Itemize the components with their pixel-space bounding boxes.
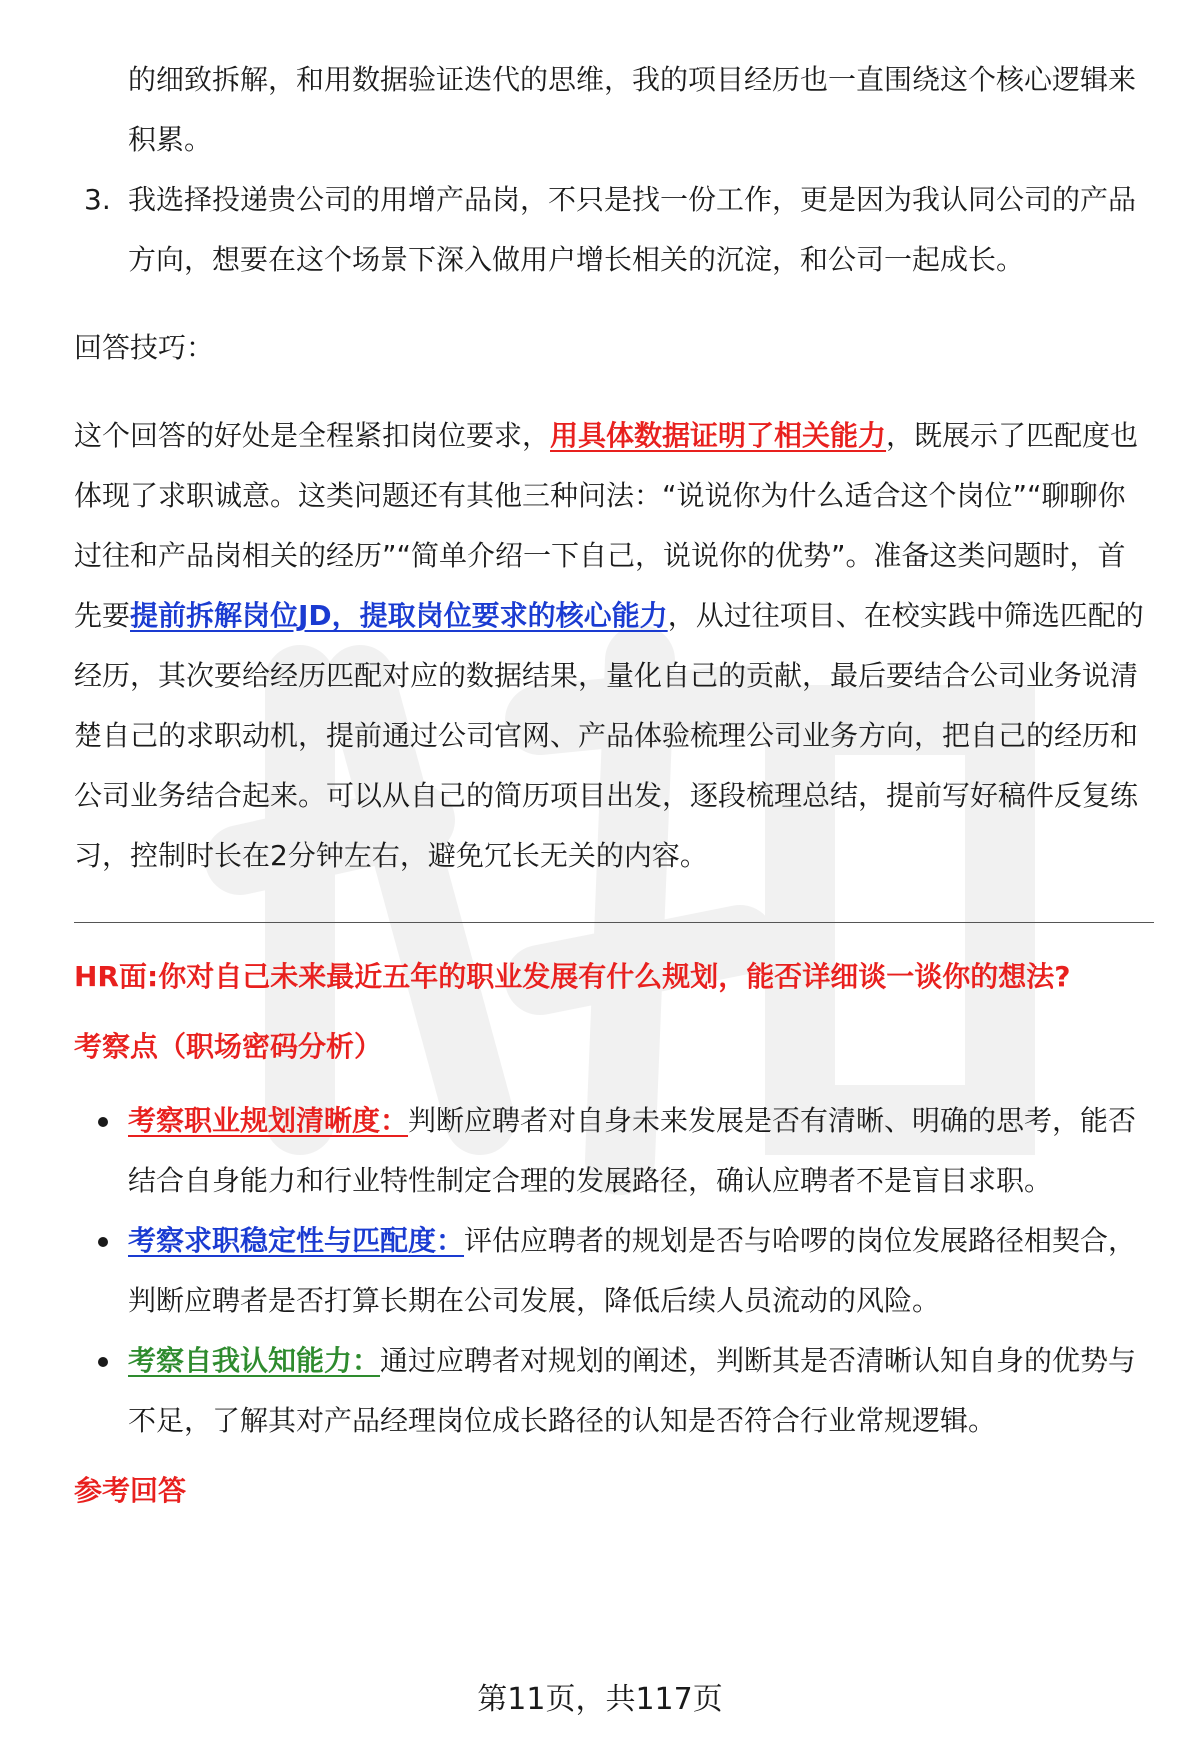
tips-text-c: ，从过往项目、在校实践中筛选匹配的经历，其次要给经历匹配对应的数据结果，量化自己的贡献，最后要结合公司业务说清楚自己的求职动机，提前通过公司官网、产品体验梳理公司业务方向，把自己的经历和公司业务结合起来。可以从自己的简历项目出发，逐段梳理总结，提前写好稿件反复练习，控制时长在2分钟左右，避免冗长无关的内容。: [74, 599, 1144, 872]
bullet-text: 通过应聘者对规划的阐述，判断其是否清晰认知自身的优势与不足，了解其对产品经理岗位成长路径的认知是否符合行业常规逻辑。: [128, 1344, 1137, 1437]
bullet-label: 考察职业规划清晰度：: [128, 1104, 409, 1137]
section-divider: [74, 922, 1154, 923]
bullet-icon: [98, 1117, 108, 1127]
highlight-red: 用具体数据证明了相关能力: [550, 419, 887, 452]
analysis-heading: 考察点（职场密码分析）: [74, 1030, 383, 1063]
highlight-blue: 提前拆解岗位JD，提取岗位要求的核心能力: [130, 599, 668, 632]
bullet-text: 判断应聘者对自身未来发展是否有清晰、明确的思考，能否结合自身能力和行业特性制定合理的发展路径，确认应聘者不是盲目求职。: [128, 1104, 1137, 1197]
list-item: [74, 1091, 1144, 1211]
bullet-icon: [98, 1237, 108, 1247]
list-item-3: [74, 170, 1144, 290]
continued-list-text: 的细致拆解，和用数据验证迭代的思维，我的项目经历也一直围绕这个核心逻辑来积累。: [128, 63, 1137, 156]
content-area: [74, 50, 1144, 1549]
tips-text-b: ，既展示了匹配度也体现了求职诚意。这类问题还有其他三种问法：“说说你为什么适合这个岗位”“聊聊你过往和产品岗相关的经历”“简单介绍一下自己，说说你的优势”。准备这类问题时，首先要: [74, 419, 1139, 632]
list-item: [74, 1331, 1144, 1451]
list-item: [74, 1211, 1144, 1331]
tips-heading: 回答技巧：: [74, 331, 215, 364]
tips-paragraph: [74, 406, 1144, 886]
bullet-icon: [98, 1357, 108, 1367]
page-number: 第11页，共117页: [477, 1682, 723, 1717]
list-number: 3.: [84, 183, 111, 216]
hr-question-heading: HR面:你对自己未来最近五年的职业发展有什么规划，能否详细谈一谈你的想法?: [74, 960, 1071, 993]
bullet-text: 评估应聘者的规划是否与哈啰的岗位发展路径相契合，判断应聘者是否打算长期在公司发展，降低后续人员流动的风险。: [128, 1224, 1137, 1317]
analysis-list: [74, 1091, 1144, 1451]
reference-answer-heading: 参考回答: [74, 1474, 187, 1507]
bullet-label: 考察自我认知能力：: [128, 1344, 381, 1377]
list-item-text: 我选择投递贵公司的用增产品岗，不只是找一份工作，更是因为我认同公司的产品方向，想要在这个场景下深入做用户增长相关的沉淀，和公司一起成长。: [128, 183, 1137, 276]
bullet-label: 考察求职稳定性与匹配度：: [128, 1224, 465, 1257]
tips-text-a: 这个回答的好处是全程紧扣岗位要求，: [74, 419, 551, 452]
